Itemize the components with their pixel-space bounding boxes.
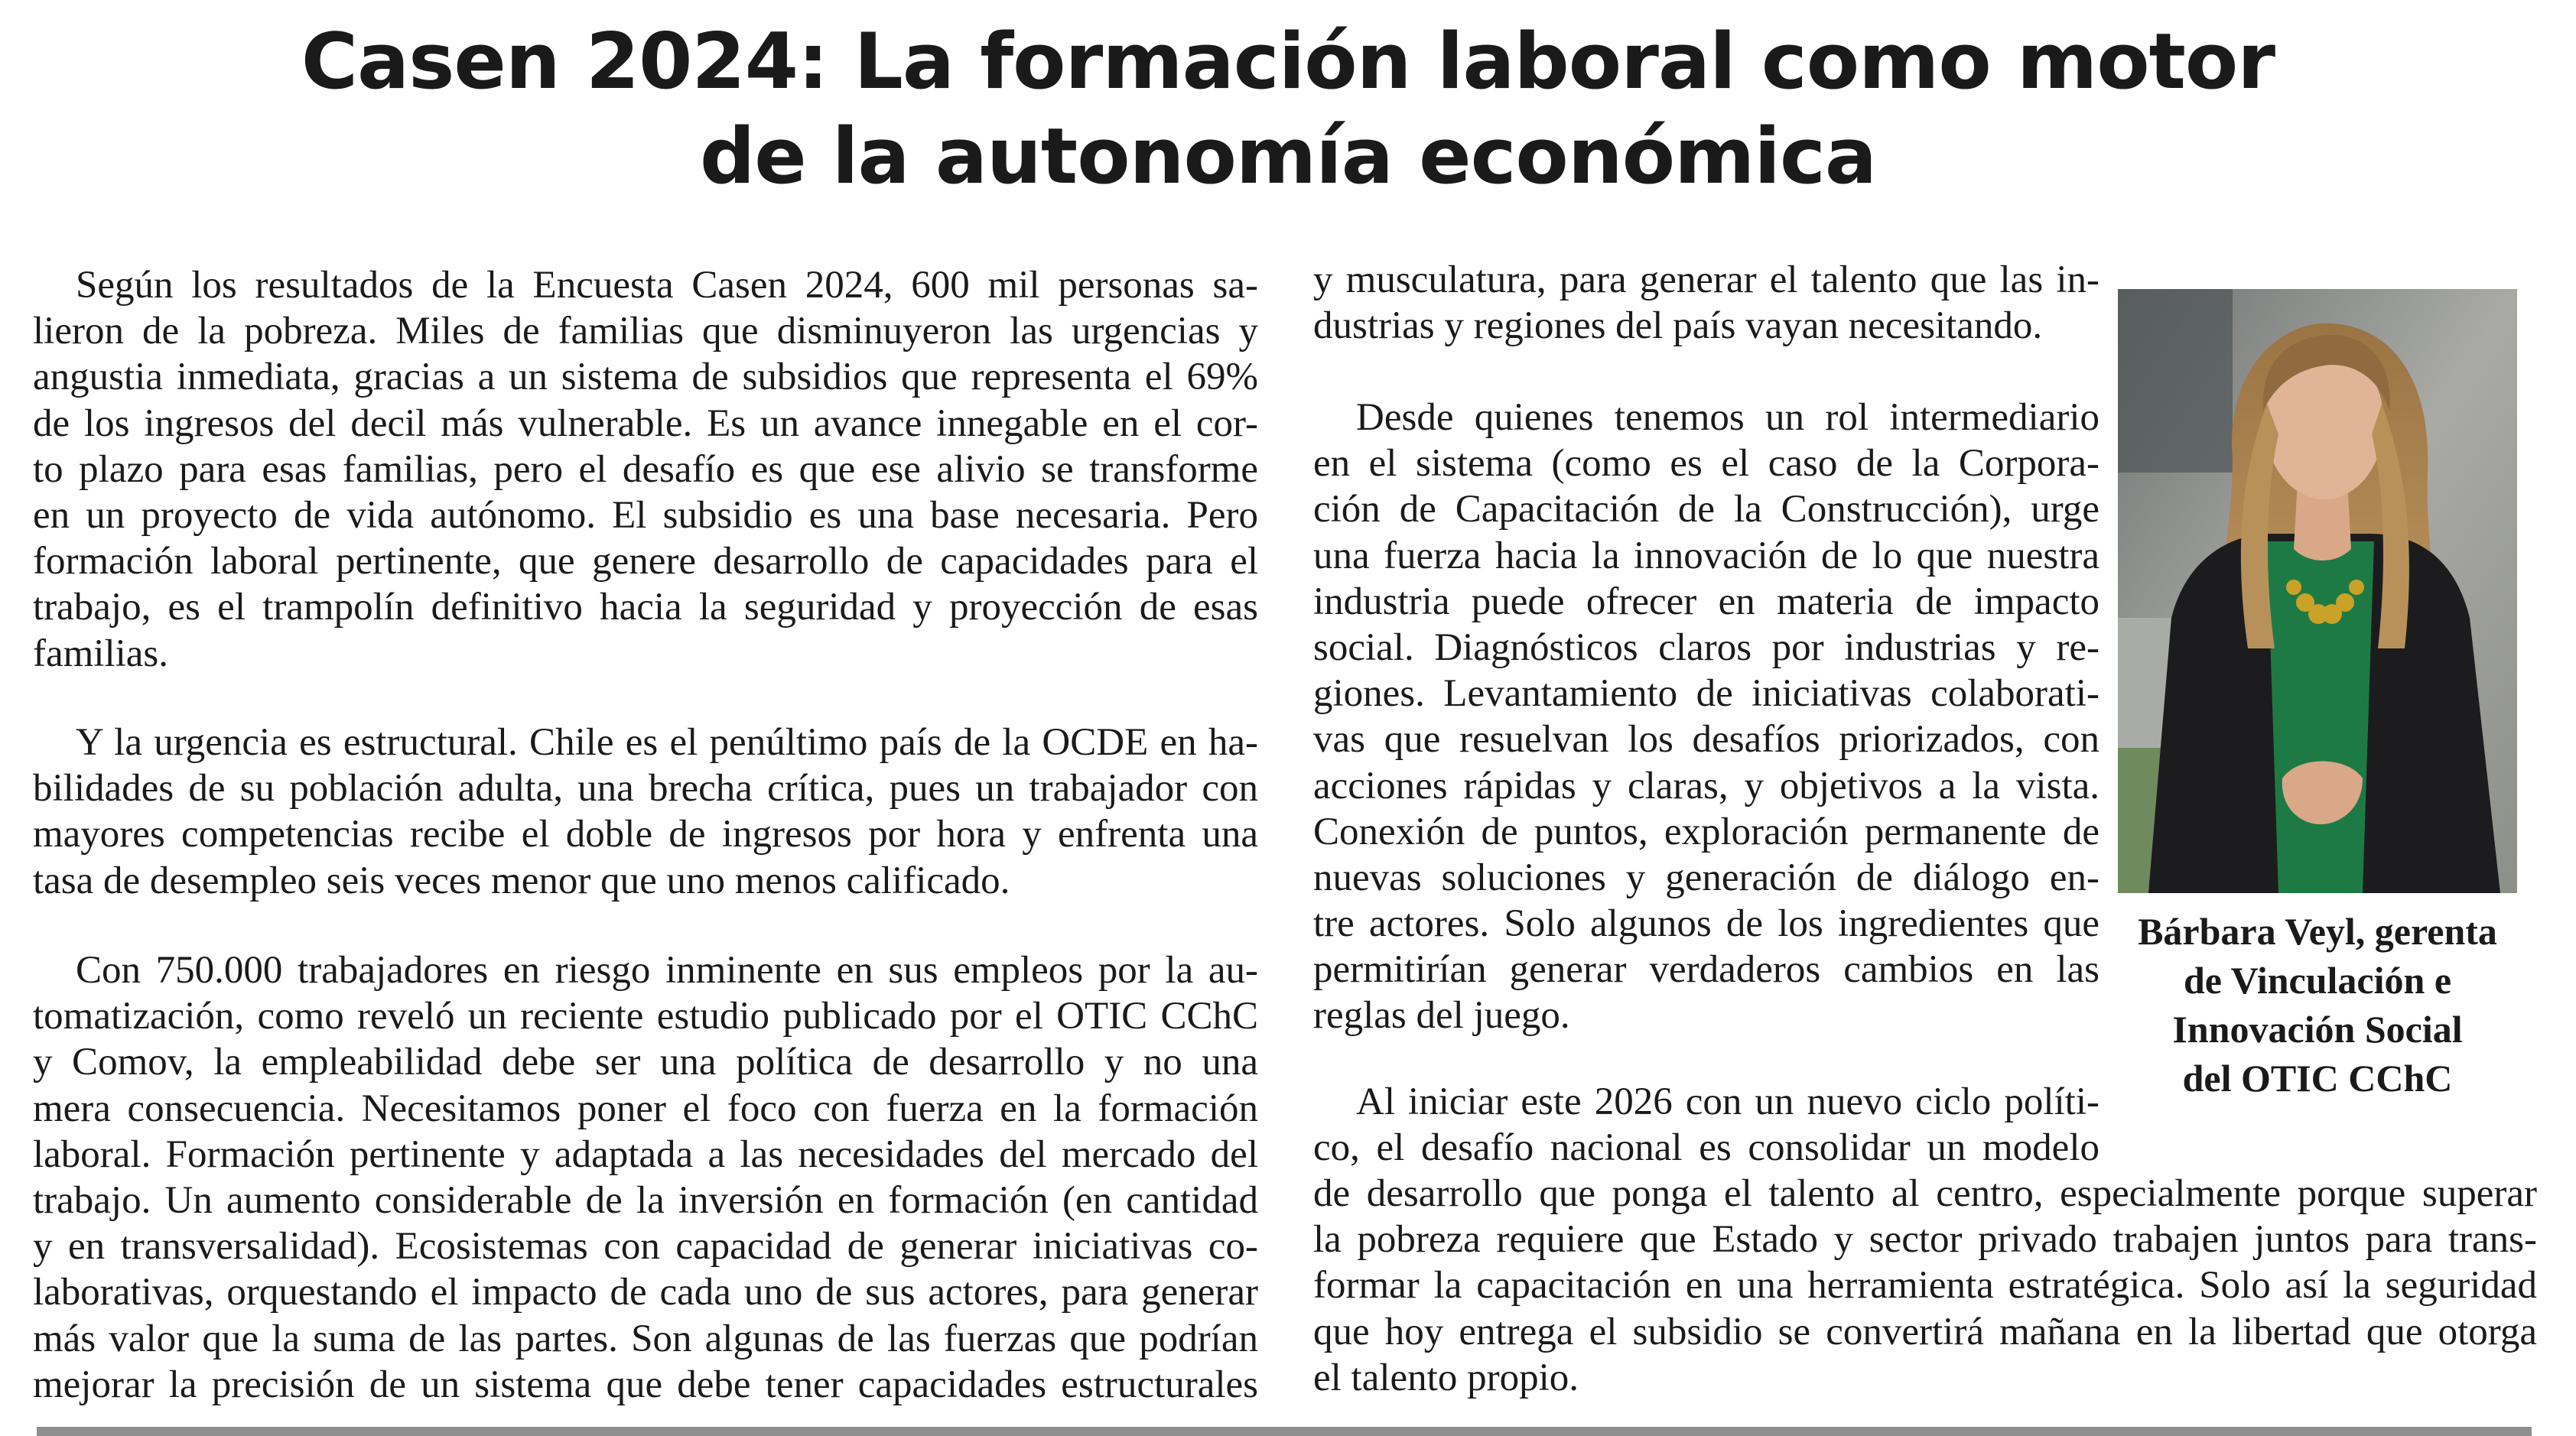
text-line: nuevas soluciones y generación de diálogo en-	[1313, 856, 2100, 899]
text-line: laborativas, orquestando el impacto de cada uno de sus actores, para generar	[33, 1271, 1258, 1314]
text-line: trabajo. Un aumento considerable de la inversión en formación (en cantidad	[33, 1178, 1258, 1222]
text-line: angustia inmediata, gracias a un sistema de subsidios que representa el 69%	[33, 356, 1258, 399]
text-line: formar la capacitación en una herramienta estratégica. Solo así la seguridad	[1313, 1264, 2537, 1308]
text-line: Conexión de puntos, exploración permanente de	[1313, 810, 2100, 853]
paragraph-4	[1313, 257, 2100, 349]
text-line: laboral. Formación pertinente y adaptada a las necesidades del mercado del	[33, 1132, 1258, 1176]
text-line: trabajo, es el trampolín definitivo hacia la seguridad y proyección de esas	[33, 586, 1258, 629]
caption-line: del OTIC CChC	[2182, 1057, 2453, 1100]
caption-line: Innovación Social	[2172, 1008, 2463, 1051]
text-line: lieron de la pobreza. Miles de familias que disminuyeron las urgencias y	[33, 310, 1258, 353]
text-line: Desde quienes tenemos un rol intermediario	[1356, 396, 2100, 439]
text-line: permitirían generar verdaderos cambios en las	[1313, 948, 2100, 992]
text-line: en el sistema (como es el caso de la Corpora-	[1313, 442, 2100, 486]
title-line: Casen 2024: La formación laboral como motor	[301, 16, 2275, 106]
photo-caption	[2096, 907, 2539, 1103]
text-line: la pobreza requiere que Estado y sector privado trabajen juntos para trans-	[1313, 1218, 2537, 1262]
text-line: formación laboral pertinente, que genere desarrollo de capacidades para el	[33, 540, 1258, 583]
text-line: giones. Levantamiento de iniciativas colaborati-	[1313, 672, 2100, 716]
text-line: y Comov, la empleabilidad debe ser una política de desarrollo y no una	[33, 1041, 1258, 1084]
title-line: de la autonomía económica	[699, 111, 1877, 201]
text-line: acciones rápidas y claras, y objetivos a la vista.	[1313, 764, 2100, 807]
portrait-photo	[2118, 289, 2517, 893]
text-line: ción de Capacitación de la Construcción), urge	[1313, 488, 2100, 531]
paragraph-2	[33, 720, 1258, 904]
text-line: co, el desafío nacional es consolidar un modelo	[1313, 1126, 2100, 1170]
text-line: vas que resuelvan los desafíos priorizados, con	[1313, 718, 2100, 762]
paragraph-6-top	[1313, 1079, 2100, 1171]
text-line: de desarrollo que ponga el talento al centro, especialmente porque superar	[1313, 1172, 2537, 1215]
text-line: que hoy entrega el subsidio se convertirá mañana en la libertad que otorga	[1313, 1310, 2537, 1353]
text-line: reglas del juego.	[1313, 994, 1570, 1038]
text-line: de los ingresos del decil más vulnerable. Es un avance innegable en el cor-	[33, 401, 1258, 445]
text-line: más valor que la suma de las partes. Son algunas de las fuerzas que podrían	[33, 1317, 1258, 1360]
bottom-divider	[37, 1427, 2532, 1436]
text-line: Al iniciar este 2026 con un nuevo ciclo políti-	[1356, 1080, 2100, 1123]
text-line: Y la urgencia es estructural. Chile es el penúltimo país de la OCDE en ha-	[76, 721, 1258, 764]
text-line: el talento propio.	[1313, 1356, 1579, 1399]
caption-line: de Vinculación e	[2183, 959, 2452, 1002]
text-line: en un proyecto de vida autónomo. El subsidio es una base necesaria. Pero	[33, 493, 1258, 537]
text-line: mera consecuencia. Necesitamos poner el foco con fuerza en la formación	[33, 1087, 1258, 1130]
text-line: mejorar la precisión de un sistema que debe tener capacidades estructurales	[33, 1363, 1258, 1406]
text-line: tomatización, como reveló un reciente estudio publicado por el OTIC CChC	[33, 995, 1258, 1038]
text-line: tre actores. Solo algunos de los ingredientes que	[1313, 902, 2100, 946]
paragraph-5	[1313, 395, 2100, 1039]
caption-line: Bárbara Veyl, gerenta	[2138, 910, 2497, 953]
paragraph-3	[33, 947, 1258, 1408]
paragraph-6-bottom	[1313, 1171, 2537, 1401]
paragraph-1	[33, 262, 1258, 677]
portrait-illustration	[2118, 289, 2517, 893]
text-line: industria puede ofrecer en materia de impacto	[1313, 580, 2100, 623]
text-line: familias.	[33, 632, 169, 675]
article-title	[0, 14, 2576, 203]
text-line: Según los resultados de la Encuesta Casen 2024, 600 mil personas sa-	[76, 264, 1258, 307]
text-line: social. Diagnósticos claros por industrias y re-	[1313, 625, 2100, 669]
building-window	[2118, 289, 2233, 473]
text-line: mayores competencias recibe el doble de ingresos por hora y enfrenta una	[33, 813, 1258, 856]
text-line: tasa de desempleo seis veces menor que uno menos calificado.	[33, 859, 1010, 902]
text-line: y musculatura, para generar el talento que las in-	[1313, 258, 2100, 301]
text-line: una fuerza hacia la innovación de lo que nuestra	[1313, 534, 2100, 577]
text-line: y en transversalidad). Ecosistemas con capacidad de generar iniciativas co-	[33, 1225, 1258, 1269]
text-line: Con 750.000 trabajadores en riesgo inminente en sus empleos por la au-	[76, 949, 1258, 992]
text-line: dustrias y regiones del país vayan necesitando.	[1313, 304, 2043, 348]
text-line: to plazo para esas familias, pero el desafío es que ese alivio se transforme	[33, 447, 1258, 491]
text-line: bilidades de su población adulta, una brecha crítica, pues un trabajador con	[33, 767, 1258, 811]
